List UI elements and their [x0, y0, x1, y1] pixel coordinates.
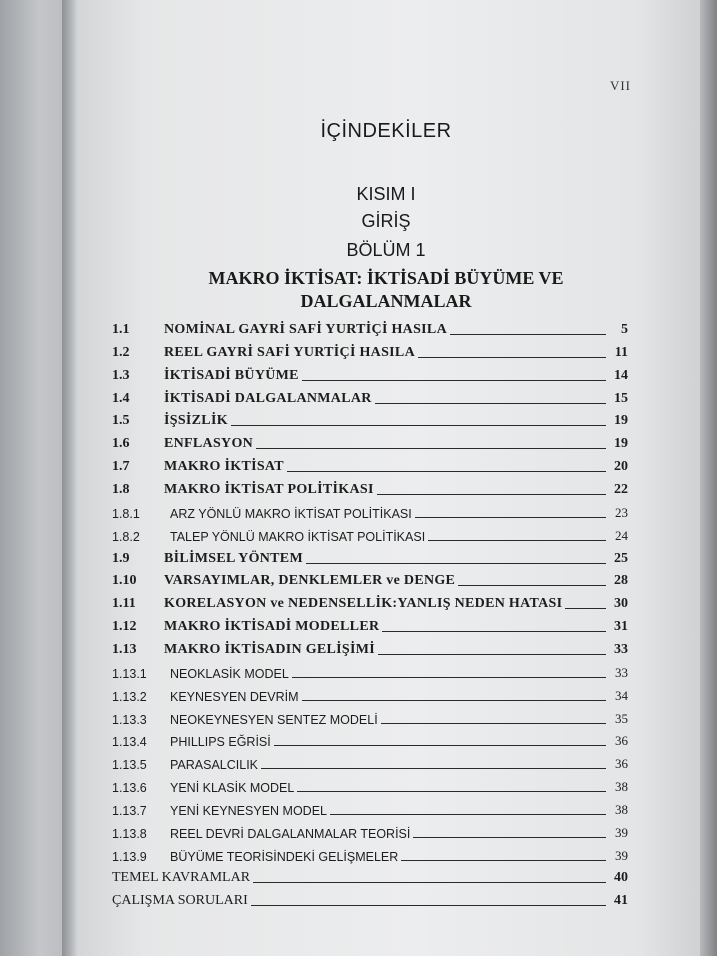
- toc-entry-title: BÜYÜME TEORİSİNDEKİ GELİŞMELER: [170, 849, 399, 864]
- toc-entry-page: 25: [614, 550, 628, 566]
- toc-leader-line: [377, 494, 606, 495]
- toc-entry-number: 1.13.3: [112, 712, 147, 727]
- chapter-title-line1: MAKRO İKTİSAT: İKTİSADİ BÜYÜME VE: [208, 268, 564, 288]
- toc-entry: [112, 569, 628, 589]
- toc-entry: [112, 387, 628, 407]
- toc-entry-page: 23: [615, 504, 628, 520]
- toc-entry-title: YENİ KEYNESYEN MODEL: [170, 803, 327, 818]
- toc-entry-number: 1.10: [112, 573, 137, 589]
- toc-entry-page: 36: [615, 733, 628, 749]
- toc-entry-title: MAKRO İKTİSADIN GELİŞİMİ: [164, 641, 376, 657]
- chapter-title-line2: DALGALANMALAR: [300, 291, 472, 311]
- toc-entry-number: 1.13.5: [112, 758, 147, 773]
- toc-entry: [112, 684, 628, 704]
- toc-leader-line: [297, 791, 606, 792]
- toc-entry-title: TALEP YÖNLÜ MAKRO İKTİSAT POLİTİKASI: [170, 529, 426, 544]
- toc-entry-number: 1.13.1: [112, 666, 147, 681]
- toc-entry-number: 1.13: [112, 641, 137, 657]
- toc-entry-page: 19: [614, 413, 628, 429]
- toc-entry-number: 1.7: [112, 459, 130, 475]
- toc-entry-page: 24: [615, 527, 628, 543]
- toc-entry-page: 28: [614, 573, 628, 589]
- toc-entry-page: 33: [614, 641, 628, 657]
- toc-entry-number: 1.5: [112, 413, 130, 429]
- toc-entry-title: REEL GAYRİ SAFİ YURTİÇİ HASILA: [164, 344, 415, 360]
- toc-leader-line: [565, 608, 606, 609]
- toc-leader-line: [428, 540, 606, 541]
- toc-leader-line: [292, 677, 606, 678]
- toc-entry-title: KEYNESYEN DEVRİM: [170, 689, 299, 704]
- toc-entry-page: 19: [614, 436, 628, 452]
- toc-entry: [112, 615, 628, 635]
- toc-entry-number: 1.3: [112, 367, 130, 383]
- toc-leader-line: [375, 403, 606, 404]
- toc-entry-title: MAKRO İKTİSADİ MODELLER: [164, 619, 380, 634]
- toc-entry-number: 1.9: [112, 550, 130, 566]
- toc-entry: [112, 547, 628, 567]
- toc-entry-title: NEOKLASİK MODEL: [170, 666, 289, 681]
- toc-entry-title: PARASALCILIK: [170, 758, 259, 773]
- toc-entry-title: KORELASYON ve NEDENSELLİK:YANLIŞ NEDEN HATASI: [164, 596, 563, 612]
- toc-entry: [112, 844, 628, 864]
- toc-leader-line: [381, 723, 606, 724]
- toc-entry-title: YENİ KLASİK MODEL: [170, 781, 295, 795]
- toc-entry-number: 1.11: [112, 596, 136, 612]
- toc-entry: [112, 638, 628, 658]
- toc-entry: [112, 866, 628, 886]
- toc-entry-page: 34: [615, 687, 628, 703]
- toc-leader-line: [251, 905, 606, 906]
- toc-entry: [112, 889, 628, 909]
- toc-entry-title: İKTİSADİ BÜYÜME: [164, 367, 299, 383]
- toc-entry-number: 1.4: [112, 390, 130, 406]
- toc-entry-number: 1.13.8: [112, 826, 147, 841]
- toc-entry-number: 1.2: [112, 344, 130, 360]
- toc-entry: [112, 775, 628, 795]
- toc-entry: [112, 341, 628, 361]
- intro-heading: GİRİŞ: [361, 211, 411, 231]
- toc-entry: [112, 409, 628, 429]
- toc-entry-title: VARSAYIMLAR, DENKLEMLER ve DENGE: [164, 573, 456, 589]
- toc-entry-page: 5: [621, 322, 628, 337]
- toc-entry: [112, 501, 628, 521]
- toc-entry: [112, 707, 628, 727]
- toc-leader-line: [253, 882, 606, 883]
- toc-leader-line: [302, 380, 606, 381]
- toc-entry-title: İŞSİZLİK: [164, 413, 228, 429]
- toc-entry-number: 1.13.9: [112, 849, 147, 864]
- toc-entry-page: 15: [614, 390, 628, 406]
- toc-entry-page: 31: [614, 619, 628, 634]
- toc-leader-line: [458, 585, 606, 586]
- toc-entry-page: 11: [614, 344, 628, 360]
- toc-entry: [112, 318, 628, 338]
- toc-entry: [112, 455, 628, 475]
- toc-entry-title: TEMEL KAVRAMLAR: [112, 870, 251, 886]
- toc-entry-page: 41: [614, 893, 628, 909]
- toc-entry-title: ARZ YÖNLÜ MAKRO İKTİSAT POLİTİKASI: [170, 506, 412, 521]
- toc-entry: [112, 364, 628, 384]
- toc-entry-number: 1.8: [112, 482, 130, 497]
- toc-entry-number: 1.13.4: [112, 735, 147, 750]
- toc-entry-number: 1.1: [112, 322, 130, 337]
- toc-leader-line: [256, 448, 606, 449]
- toc-entry-title: ÇALIŞMA SORULARI: [112, 893, 248, 909]
- toc-entry-page: 30: [614, 596, 628, 612]
- toc-entry-title: PHILLIPS EĞRİSİ: [170, 735, 271, 750]
- toc-leader-line: [274, 745, 606, 746]
- toc-entry: [112, 821, 628, 841]
- toc-entry-number: 1.13.6: [112, 781, 147, 795]
- toc-entry: [112, 729, 628, 749]
- toc-entry-page: 39: [615, 847, 628, 863]
- toc-entry-number: 1.12: [112, 619, 137, 634]
- toc-entry: [112, 478, 628, 498]
- toc-entry-page: 33: [615, 664, 628, 680]
- toc-entry-title: REEL DEVRİ DALGALANMALAR TEORİSİ: [170, 826, 411, 841]
- toc-leader-line: [306, 563, 606, 564]
- toc-entry-title: MAKRO İKTİSAT: [164, 459, 284, 475]
- toc-entry-number: 1.13.7: [112, 803, 147, 818]
- page-folio: VII: [609, 78, 631, 93]
- toc-leader-line: [261, 768, 606, 769]
- toc-leader-line: [382, 631, 606, 632]
- toc-leader-line: [330, 814, 606, 815]
- toc-entry-title: İKTİSADİ DALGALANMALAR: [164, 390, 372, 406]
- toc-entry: [112, 524, 628, 544]
- toc-entry-page: 35: [615, 710, 628, 726]
- toc-entry-number: 1.13.2: [112, 689, 147, 704]
- toc-leader-line: [415, 517, 606, 518]
- toc-entry-page: 14: [614, 367, 628, 383]
- toc-entry: [112, 798, 628, 818]
- toc-entry-title: BİLİMSEL YÖNTEM: [164, 550, 303, 566]
- toc-entry-page: 36: [615, 756, 628, 772]
- toc-leader-line: [287, 471, 606, 472]
- toc-title: İÇİNDEKİLER: [320, 120, 452, 142]
- toc-entry-number: 1.8.1: [112, 506, 140, 521]
- toc-leader-line: [231, 425, 606, 426]
- toc-entry-page: 39: [615, 824, 628, 840]
- toc-leader-line: [413, 837, 606, 838]
- toc-entry-title: NEOKEYNESYEN SENTEZ MODELİ: [170, 712, 378, 727]
- part-heading: KISIM I: [356, 184, 416, 204]
- toc-entry-number: 1.8.2: [112, 529, 140, 544]
- toc-leader-line: [378, 654, 606, 655]
- toc-leader-line: [302, 700, 606, 701]
- toc-leader-line: [401, 860, 606, 861]
- toc-leader-line: [418, 357, 606, 358]
- toc-leader-line: [450, 334, 606, 335]
- toc-entry: [112, 661, 628, 681]
- toc-entry-page: 38: [615, 779, 628, 794]
- chapter-heading: BÖLÜM 1: [346, 240, 426, 260]
- toc-entry-title: NOMİNAL GAYRİ SAFİ YURTİÇİ HASILA: [164, 322, 447, 337]
- toc-entry-page: 20: [614, 459, 628, 475]
- toc-entry-number: 1.6: [112, 436, 130, 452]
- toc-entry: [112, 752, 628, 772]
- toc-entry-page: 38: [615, 801, 628, 817]
- toc-entry: [112, 432, 628, 452]
- toc-entry: [112, 592, 628, 612]
- toc-entry-page: 40: [614, 870, 628, 886]
- toc-entry-title: ENFLASYON: [164, 436, 254, 452]
- toc-entry-page: 22: [614, 482, 628, 497]
- toc-entry-title: MAKRO İKTİSAT POLİTİKASI: [164, 482, 374, 497]
